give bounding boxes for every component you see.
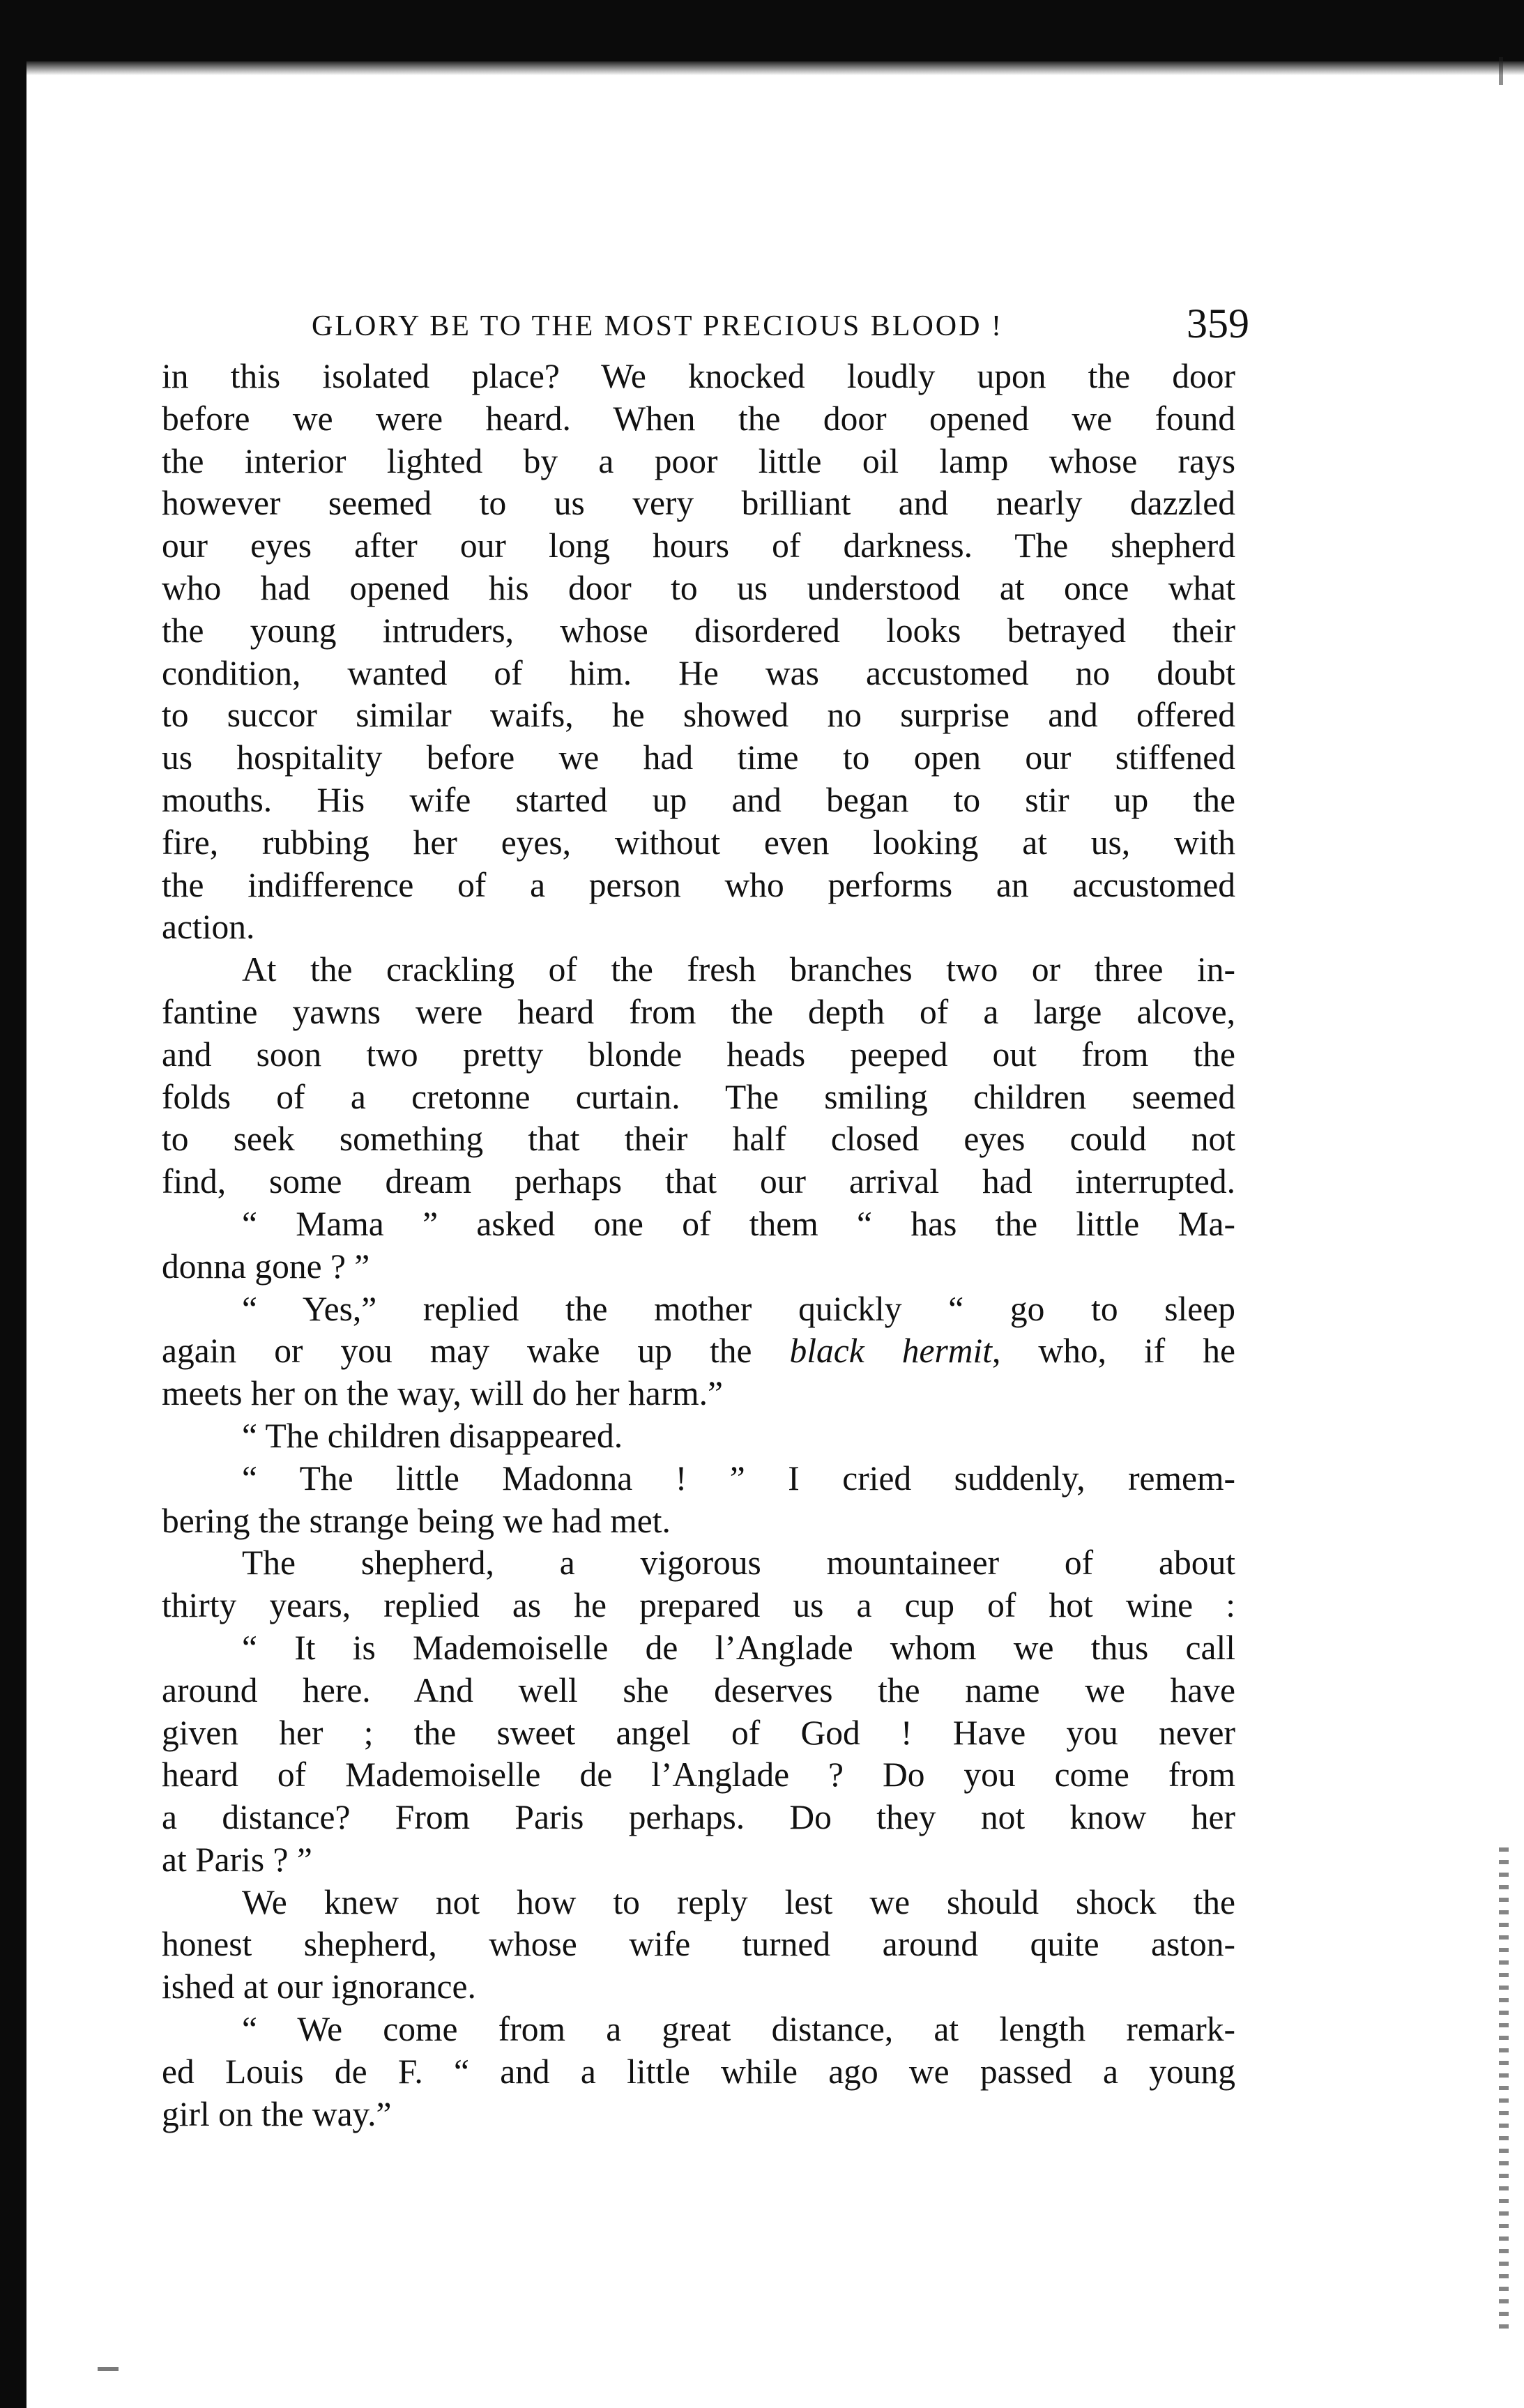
text-line: “ The children disappeared. [242, 1416, 623, 1455]
scan-artifact-right-edge [1499, 1847, 1509, 2335]
page-number: 359 [1187, 300, 1249, 346]
running-title: GLORY BE TO THE MOST PRECIOUS BLOOD ! [312, 310, 1003, 342]
scan-top-border-fade [0, 61, 1524, 75]
text-line: “ Mama ” asked one of them “ has the little Ma- [242, 1204, 1235, 1243]
text-line: thirty years, replied as he prepared us a cup of hot wine : [162, 1586, 1235, 1625]
text-line: ished at our ignorance. [162, 1967, 476, 2006]
text-line: to seek something that their half closed eyes could not [162, 1120, 1235, 1159]
scan-artifact-bottom-left [98, 2367, 119, 2371]
text-line: again or you may wake up the black hermit, who, if he [162, 1332, 1235, 1371]
text-line: fire, rubbing her eyes, without even looking at us, with [162, 823, 1235, 862]
text-line: ed Louis de F. “ and a little while ago we passed a young [162, 2052, 1235, 2091]
scan-artifact-top-right [1499, 57, 1503, 85]
text-line: “ Yes,” replied the mother quickly “ go to sleep [242, 1289, 1235, 1328]
italic-phrase: black hermit [789, 1332, 992, 1371]
scan-top-border [0, 0, 1524, 61]
book-page [162, 293, 1249, 2135]
text-line: the young intruders, whose disordered looks betrayed their [162, 611, 1235, 650]
body-text [162, 356, 1235, 2135]
text-line: however seemed to us very brilliant and nearly dazzled [162, 484, 1235, 523]
text-line: our eyes after our long hours of darkness. The shepherd [162, 526, 1235, 565]
text-line: to succor similar waifs, he showed no surprise and offered [162, 696, 1235, 735]
text-line: the indifference of a person who performs an accustomed [162, 865, 1235, 904]
text-line: condition, wanted of him. He was accustomed no doubt [162, 653, 1235, 692]
text-line: donna gone ? ” [162, 1247, 370, 1286]
text-line: the interior lighted by a poor little oil lamp whose rays [162, 441, 1235, 480]
text-line: given her ; the sweet angel of God ! Have you never [162, 1713, 1235, 1752]
text-line: We knew not how to reply lest we should shock the [242, 1882, 1235, 1921]
text-line: mouths. His wife started up and began to stir up the [162, 780, 1235, 819]
text-line: “ It is Mademoiselle de l’Anglade whom we thus call [242, 1628, 1235, 1667]
text-line: action. [162, 908, 255, 947]
text-line: fantine yawns were heard from the depth of a large alcove, [162, 992, 1235, 1031]
text-line: girl on the way.” [162, 2094, 392, 2133]
text-line: “ The little Madonna ! ” I cried suddenly, remem- [242, 1458, 1235, 1498]
text-line: meets her on the way, will do her harm.” [162, 1374, 724, 1413]
text-line: at Paris ? ” [162, 1840, 312, 1879]
text-line: and soon two pretty blonde heads peeped out from the [162, 1035, 1235, 1074]
text-line: honest shepherd, whose wife turned around quite aston- [162, 1925, 1235, 1964]
text-line: bering the strange being we had met. [162, 1501, 671, 1540]
scan-left-border [0, 0, 26, 2408]
text-line: around here. And well she deserves the name we have [162, 1670, 1235, 1709]
text-line: “ We come from a great distance, at length remark- [242, 2010, 1235, 2049]
text-line: a distance? From Paris perhaps. Do they not know her [162, 1798, 1235, 1837]
text-line: in this isolated place? We knocked loudly upon the door [162, 357, 1235, 395]
text-line: The shepherd, a vigorous mountaineer of about [242, 1544, 1235, 1583]
text-line: folds of a cretonne curtain. The smiling children seemed [162, 1077, 1235, 1116]
text-line: At the crackling of the fresh branches two or three in- [242, 950, 1235, 989]
text-line: us hospitality before we had time to open our stiffened [162, 738, 1235, 777]
text-line: before we were heard. When the door opened we found [162, 399, 1235, 438]
text-line: heard of Mademoiselle de l’Anglade ? Do you come from [162, 1755, 1235, 1794]
text-line: find, some dream perhaps that our arrival had interrupted. [162, 1162, 1235, 1201]
running-head [162, 293, 1249, 356]
text-line: who had opened his door to us understood at once what [162, 568, 1235, 607]
